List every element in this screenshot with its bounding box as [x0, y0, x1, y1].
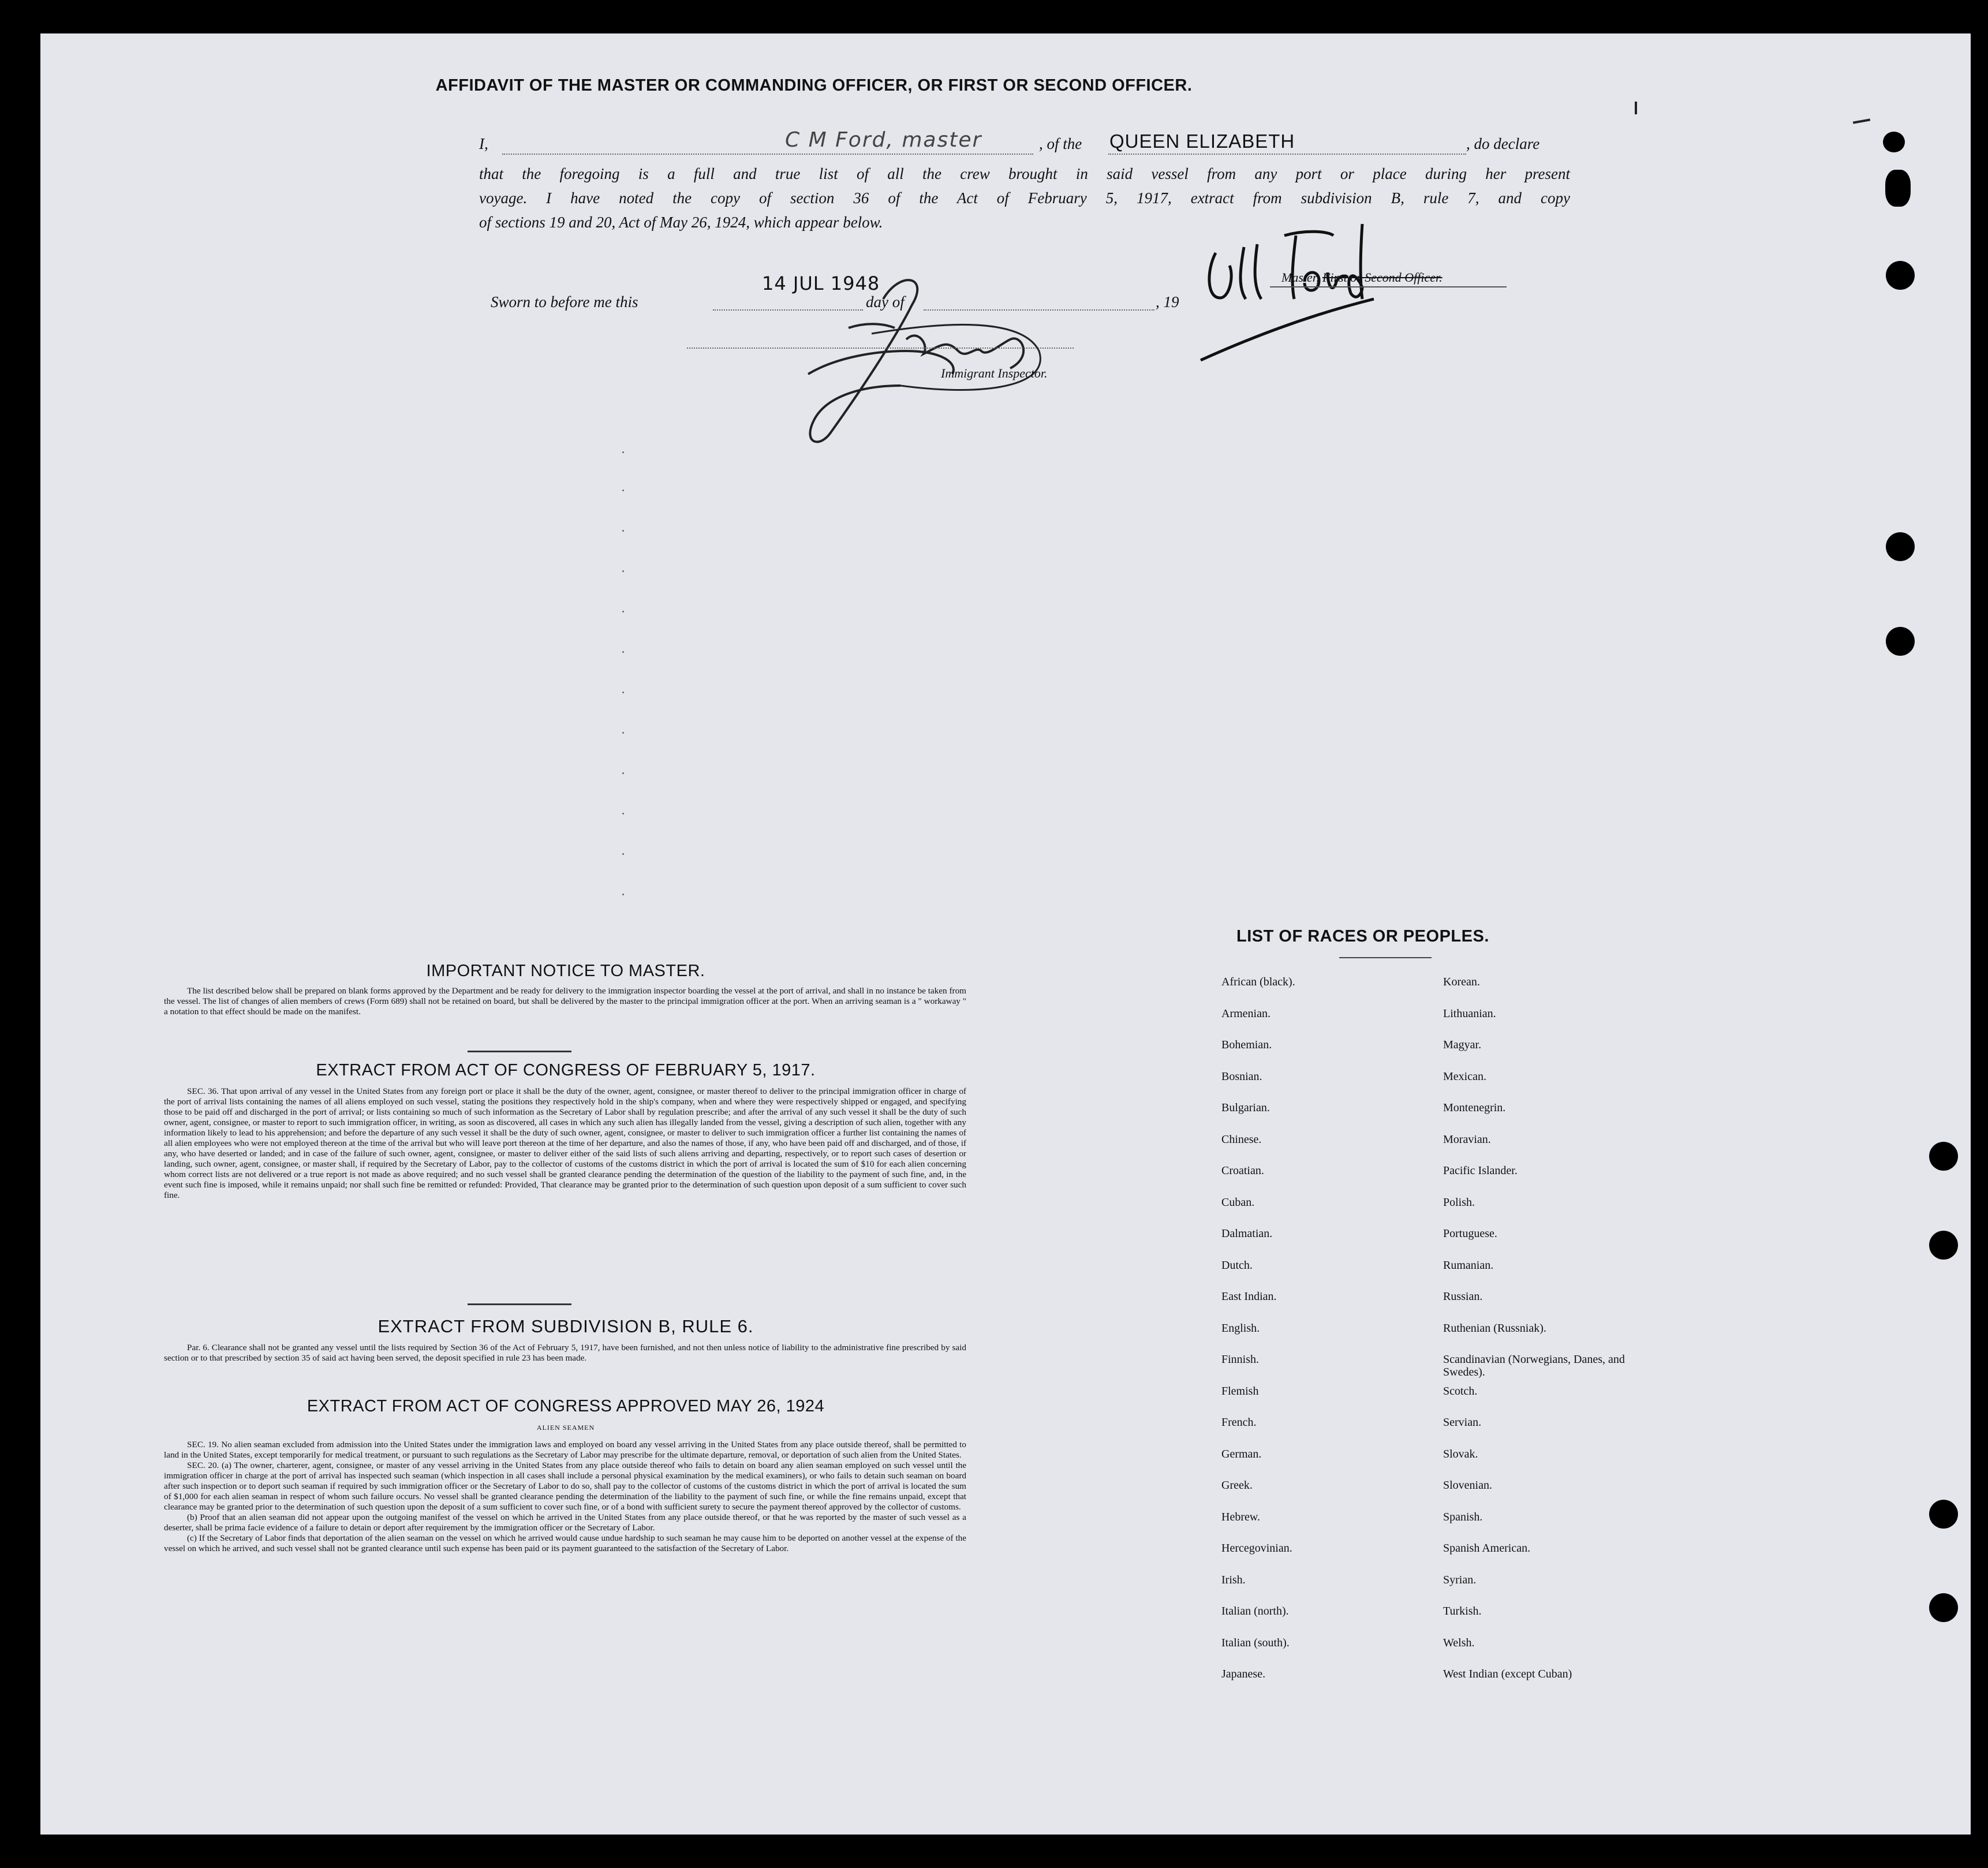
- race-item: Russian.: [1443, 1290, 1483, 1303]
- binder-hole: [1929, 1500, 1958, 1529]
- races-column-left: [1221, 976, 1295, 1699]
- affidavit-line-2: that the foregoing is a full and true list of all the crew brought in said vessel from any port or place during her present: [479, 165, 1570, 182]
- master-signature-line: [1270, 286, 1507, 287]
- race-item: French.: [1221, 1416, 1257, 1429]
- race-item: Slovenian.: [1443, 1479, 1492, 1492]
- extract-rule6-heading: EXTRACT FROM SUBDIVISION B, RULE 6.: [378, 1316, 754, 1336]
- extract-rule6-body: [164, 1343, 966, 1363]
- binder-hole: [1886, 532, 1915, 561]
- alien-seamen-subheading: ALIEN SEAMEN: [536, 1424, 595, 1432]
- of-the-label: , of the: [1039, 135, 1082, 152]
- race-item: East Indian.: [1221, 1290, 1277, 1303]
- extract-1917-paragraph: SEC. 36. That upon arrival of any vessel in the United States from any foreign port or place it shall be the duty of the owner, agent, consignee, or master thereof to deliver to the principal immigration officer in charge of the port of arrival lists containing the names of all aliens employed on such vessel, stating the positions they respectively hold in the ship's company, when and where they were respectively shipped or engaged, and specifying those to be paid off and discharged in the port of arrival; or lists containing so much of such information as the Secretary of Labor shall by regulation prescribe; and after the arrival of any such vessel it shall be the duty of such owner, agent, consignee, or master to report to such immigration officer, in writing, as soon as discovered, all cases in which any such alien has illegally landed from the vessel, giving a description of such alien, together with any information likely to lead to his apprehension; and before the departure of any such vessel it shall be the duty of such owner, agent, consignee, or master to deliver to such immigration officer a further list containing the names of all alien employees who were not employed thereon at the time of the arrival but who will leave port thereon at the time of her departure, and also the names of those, if any, who have been paid off and discharged, and of those, if any, who have deserted or landed; and in case of the failure of such owner, agent, consignee, or master to deliver either of the said lists of such aliens arriving and departing, respectively, or to report such cases of desertion or landing, such owner, agent, consignee, or master shall, if required by the Secretary of Labor, pay to the collector of customs of the customs district in which the port of arrival is located the sum of $10 for each alien concerning whom correct lists are not delivered or a true report is not made as above required; and no such vessel shall be granted clearance pending the determination of the question of the liability to the payment of such fine, and, in the event such fine is imposed, while it remains unpaid; nor shall such fine be remitted or refunded: Provided, That clearance may be granted prior to the determination of such question upon deposit of a sum sufficient to cover such fine.: [164, 1086, 966, 1200]
- race-item: German.: [1221, 1447, 1262, 1460]
- sec19-paragraph: SEC. 19. No alien seaman excluded from admission into the United States under the immigration laws and employed on board any vessel arriving in the United States from any place outside thereof, shall be permitted to land in the United States, except temporarily for medical treatment, or pursuant to such regulations as the Secretary of Labor may prescribe for the ultimate departure, removal, or deportation of such alien from the United States.: [164, 1440, 966, 1460]
- race-item: Hercegovinian.: [1221, 1542, 1292, 1555]
- sworn-label: Sworn to before me this: [491, 293, 638, 311]
- do-declare: , do declare: [1466, 135, 1540, 152]
- binder-hole: [1886, 627, 1915, 656]
- race-item: Polish.: [1443, 1195, 1475, 1209]
- separator: [1339, 957, 1432, 958]
- sec20b-paragraph: (b) Proof that an alien seaman did not appear upon the outgoing manifest of the vessel on which he arrived in the United States from any place outside thereof, or that he was reported by the master of such vessel as a deserter, shall be prima facie evidence of a failure to detain or deport after requirement by the immigration officer or the Secretary of Labor.: [164, 1512, 966, 1533]
- race-item: Korean.: [1443, 976, 1480, 988]
- race-item: Scotch.: [1443, 1384, 1478, 1398]
- race-item: Pacific Islander.: [1443, 1164, 1518, 1177]
- separator: [468, 1303, 571, 1305]
- races-column-right: [1443, 976, 1634, 1699]
- dot-mark: [622, 530, 624, 532]
- dot-mark: [622, 894, 624, 895]
- tick-mark: [1635, 102, 1637, 114]
- race-item: Spanish.: [1443, 1510, 1483, 1523]
- separator: [468, 1051, 571, 1052]
- vessel-line: [1108, 154, 1466, 155]
- race-item: Bulgarian.: [1221, 1101, 1270, 1114]
- notice-body: [164, 986, 966, 1017]
- race-item: Hebrew.: [1221, 1510, 1261, 1523]
- binder-hole: [1885, 170, 1911, 207]
- notice-paragraph: The list described below shall be prepared on blank forms approved by the Department and be ready for delivery to the immigration inspector boarding the vessel at the port of arrival, and shall in no instance be taken from the vessel. The list of changes of alien members of crews (Form 689) shall not be retained on board, but shall be delivered by the master to the principal immigration officer at the port. When an arriving seaman is a " workaway " a notation to that effect should be made on the manifest.: [164, 986, 966, 1017]
- notice-heading: IMPORTANT NOTICE TO MASTER.: [426, 962, 705, 980]
- race-item: Lithuanian.: [1443, 1007, 1496, 1020]
- race-item: Moravian.: [1443, 1133, 1491, 1146]
- affidavit-line-3: voyage. I have noted the copy of section 36 of the Act of February 5, 1917, extract from subdivision B, rule 7, and copy: [479, 189, 1570, 207]
- race-item: Welsh.: [1443, 1636, 1475, 1649]
- dot-mark: [622, 692, 624, 693]
- extract-1924-heading: EXTRACT FROM ACT OF CONGRESS APPROVED MAY 26, 1924: [307, 1397, 825, 1415]
- race-item: Flemish: [1221, 1384, 1259, 1398]
- race-item: Scandinavian (Norwegians, Danes, and Swedes).: [1443, 1353, 1625, 1378]
- race-item: Dalmatian.: [1221, 1227, 1273, 1240]
- date-stamp: 14 JUL 1948: [762, 272, 880, 294]
- dot-mark: [622, 732, 624, 734]
- extract-1917-heading: EXTRACT FROM ACT OF CONGRESS OF FEBRUARY 5, 1917.: [316, 1061, 816, 1079]
- extract-1924-body: [164, 1440, 966, 1554]
- race-item: Irish.: [1221, 1573, 1246, 1586]
- race-item: Magyar.: [1443, 1038, 1482, 1051]
- year-label: , 19: [1156, 293, 1179, 311]
- dot-mark: [622, 772, 624, 774]
- inspector-signature: [768, 259, 1068, 455]
- sec20a-paragraph: SEC. 20. (a) The owner, charterer, agent, consignee, or master of any vessel arriving in the United States from any place outside thereof who fails to detain on board any alien seaman employed on such vessel until the immigration officer in charge at the port of arrival has inspected such seaman (which inspection in all cases shall include a personal physical examination by the medical examiners), or who fails to detain such seaman on board after such inspection or to deport such seaman if required by such immigration officer or the Secretary of Labor to do so, shall pay to the collector of customs of the customs district in which the port of arrival is located the sum of $1,000 for each alien seaman in respect of whom such failure occurs. No vessel shall be granted clearance pending the determination of the liability to the payment of such fine, or while the fine remains unpaid, except that clearance may be granted prior to the determination of such question upon the deposit of a sum sufficient to cover such fine, or of a bond with sufficient surety to secure the payment thereof approved by the collector of customs.: [164, 1460, 966, 1512]
- race-item: Mexican.: [1443, 1070, 1486, 1083]
- race-item: Bosnian.: [1221, 1070, 1262, 1083]
- race-item: African (black).: [1221, 976, 1295, 988]
- dot-mark: [622, 813, 624, 815]
- race-item: Rumanian.: [1443, 1258, 1494, 1272]
- binder-hole: [1929, 1142, 1958, 1171]
- master-signature: [1189, 212, 1397, 380]
- race-item: Italian (south).: [1221, 1636, 1290, 1649]
- race-item: Servian.: [1443, 1416, 1482, 1429]
- affidavit-title: AFFIDAVIT OF THE MASTER OR COMMANDING OFFICER, OR FIRST OR SECOND OFFICER.: [435, 76, 1193, 95]
- inspector-label: Immigrant Inspector.: [941, 366, 1048, 380]
- extract-1917-body: [164, 1086, 966, 1201]
- binder-hole: [1929, 1231, 1958, 1260]
- race-item: Bohemian.: [1221, 1038, 1272, 1051]
- name-line: [502, 154, 1033, 155]
- master-label: Master,: [1281, 270, 1320, 285]
- race-item: Spanish American.: [1443, 1542, 1531, 1555]
- race-item: English.: [1221, 1321, 1260, 1335]
- race-item: Syrian.: [1443, 1573, 1477, 1586]
- race-item: Italian (north).: [1221, 1605, 1289, 1617]
- affidavit-line-4: of sections 19 and 20, Act of May 26, 1924, which appear below.: [479, 214, 883, 231]
- binder-hole: [1886, 261, 1915, 290]
- vessel-name: QUEEN ELIZABETH: [1109, 130, 1295, 152]
- affidavit-i: I,: [479, 135, 488, 152]
- races-heading: LIST OF RACES OR PEOPLES.: [1236, 927, 1489, 946]
- race-item: Turkish.: [1443, 1605, 1482, 1617]
- master-title-label: [1281, 270, 1443, 285]
- extract-rule6-paragraph: Par. 6. Clearance shall not be granted any vessel until the lists required by Section 36 of the Act of February 5, 1917, have been furnished, and not then unless notice of liability to the administrative fine prescribed by said section or to that prescribed by section 35 of said act having been served, the deposit specified in rule 23 has been made.: [164, 1343, 966, 1363]
- race-item: Montenegrin.: [1443, 1101, 1506, 1114]
- race-item: Armenian.: [1221, 1007, 1270, 1020]
- race-item: Finnish.: [1221, 1353, 1260, 1366]
- race-item: Japanese.: [1221, 1668, 1266, 1680]
- race-item: West Indian (except Cuban): [1443, 1668, 1572, 1680]
- race-item: Greek.: [1221, 1479, 1253, 1492]
- race-item: Portuguese.: [1443, 1227, 1497, 1240]
- dot-mark: [622, 490, 624, 491]
- dot-mark: [622, 451, 624, 453]
- binder-hole: [1883, 132, 1905, 152]
- race-item: Dutch.: [1221, 1258, 1253, 1272]
- dash-mark: [1853, 118, 1870, 124]
- dot-mark: [622, 853, 624, 855]
- inspector-line: [687, 348, 1074, 349]
- race-item: Slovak.: [1443, 1447, 1478, 1460]
- race-item: Chinese.: [1221, 1133, 1262, 1146]
- dot-mark: [622, 611, 624, 612]
- struck-officer-label: First or Second Officer.: [1322, 270, 1443, 285]
- dot-mark: [622, 570, 624, 572]
- document-sheet: [40, 33, 1971, 1835]
- race-item: Ruthenian (Russniak).: [1443, 1321, 1546, 1335]
- race-item: Cuban.: [1221, 1195, 1255, 1209]
- binder-hole: [1929, 1593, 1958, 1622]
- sec20c-paragraph: (c) If the Secretary of Labor finds that deportation of the alien seaman on the vessel on which he arrived would cause undue hardship to such seaman he may cause him to be deported on another vessel at the expense of the vessel on which he arrived, and such vessel shall not be granted clearance until such expense has been paid or its payment guaranteed to the satisfaction of the Secretary of Labor.: [164, 1533, 966, 1553]
- dot-mark: [622, 651, 624, 653]
- race-item: Croatian.: [1221, 1164, 1264, 1177]
- day-of-label: day of: [866, 293, 905, 311]
- master-name-handwritten: C M Ford, master: [785, 128, 982, 152]
